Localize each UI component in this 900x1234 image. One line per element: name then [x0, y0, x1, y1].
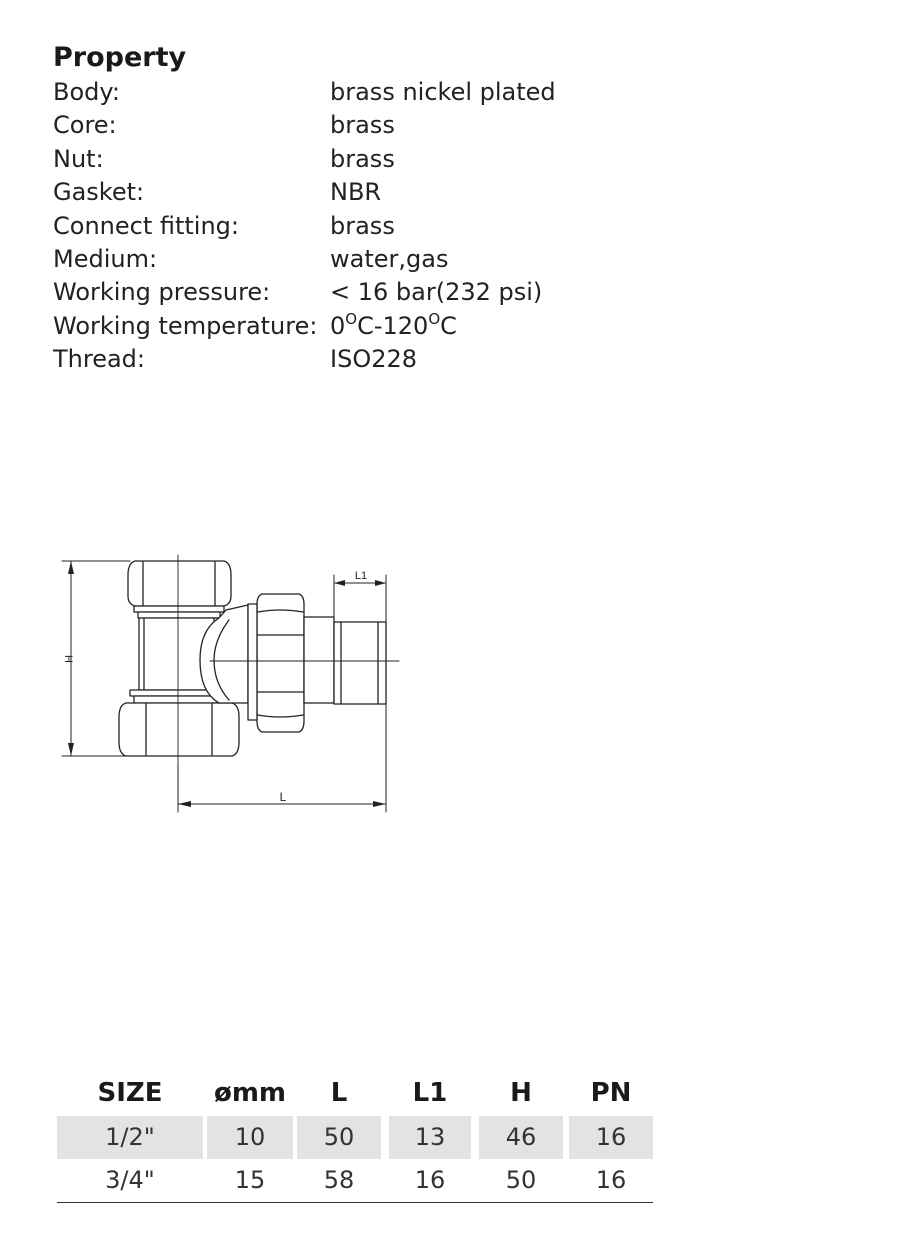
cell-size: 1/2" — [57, 1116, 203, 1159]
property-value: brass nickel plated — [330, 78, 556, 106]
property-row-medium — [53, 243, 449, 276]
header-pn: PN — [590, 1078, 632, 1108]
header-l1: L1 — [412, 1078, 448, 1108]
property-section — [53, 40, 556, 377]
property-heading: Property — [53, 42, 187, 73]
property-value: brass — [330, 111, 395, 140]
property-row-nut — [53, 143, 395, 176]
cell-h: 50 — [505, 1166, 537, 1194]
cell-l1: 16 — [414, 1166, 446, 1194]
header-diameter: ømm — [213, 1078, 287, 1108]
property-value: NBR — [330, 178, 382, 207]
cell-pn: 16 — [595, 1166, 627, 1194]
degree-symbol: O — [345, 309, 358, 328]
property-value: water,gas — [330, 244, 449, 273]
cell-pn: 16 — [569, 1116, 653, 1159]
property-label: Connect fitting: — [53, 211, 239, 240]
property-row-core — [53, 109, 395, 142]
degree-symbol: O — [428, 309, 441, 328]
table-row — [57, 1159, 653, 1202]
property-row-working-temperature — [53, 309, 457, 343]
table-row — [57, 1116, 653, 1159]
dimension-l1 — [334, 570, 386, 622]
table-bottom-rule — [57, 1202, 653, 1203]
property-value: ISO228 — [330, 345, 418, 374]
valve-drawing-svg — [50, 545, 410, 820]
dimension-h-label: H — [62, 655, 74, 663]
property-label: Core: — [53, 111, 117, 140]
property-label: Gasket: — [53, 178, 145, 207]
temp-min: 0 — [330, 311, 346, 340]
temp-range-mid: C-120 — [357, 311, 429, 340]
temp-unit: C — [440, 311, 457, 340]
dimension-l1-label: L1 — [354, 570, 368, 582]
cell-l: 50 — [297, 1116, 381, 1159]
property-value: brass — [330, 144, 395, 173]
cell-h: 46 — [479, 1116, 563, 1159]
cell-l1: 13 — [389, 1116, 471, 1159]
property-label: Medium: — [53, 244, 158, 273]
property-label: Nut: — [53, 144, 104, 173]
spec-table — [57, 1070, 653, 1202]
cell-diameter: 15 — [234, 1166, 266, 1194]
property-row-working-pressure — [53, 276, 543, 309]
valve-technical-drawing — [50, 545, 410, 825]
property-row-gasket — [53, 176, 382, 209]
property-label: Working pressure: — [53, 278, 271, 307]
spec-table-header — [57, 1070, 653, 1116]
property-label: Body: — [53, 78, 120, 106]
property-row-thread — [53, 343, 418, 376]
property-label: Thread: — [53, 345, 146, 374]
cell-size: 3/4" — [105, 1166, 155, 1194]
property-row-connect-fitting — [53, 210, 395, 243]
property-value-temperature — [330, 310, 457, 343]
valve-body — [119, 561, 386, 756]
dimension-l-label: L — [279, 790, 287, 804]
header-h: H — [510, 1078, 532, 1108]
property-value: < 16 bar(232 psi) — [330, 278, 543, 307]
property-value: brass — [330, 211, 395, 240]
property-row-body — [53, 76, 556, 109]
property-label: Working temperature: — [53, 311, 318, 340]
header-size: SIZE — [97, 1078, 163, 1108]
cell-diameter: 10 — [207, 1116, 293, 1159]
header-l: L — [330, 1078, 348, 1108]
cell-l: 58 — [323, 1166, 355, 1194]
